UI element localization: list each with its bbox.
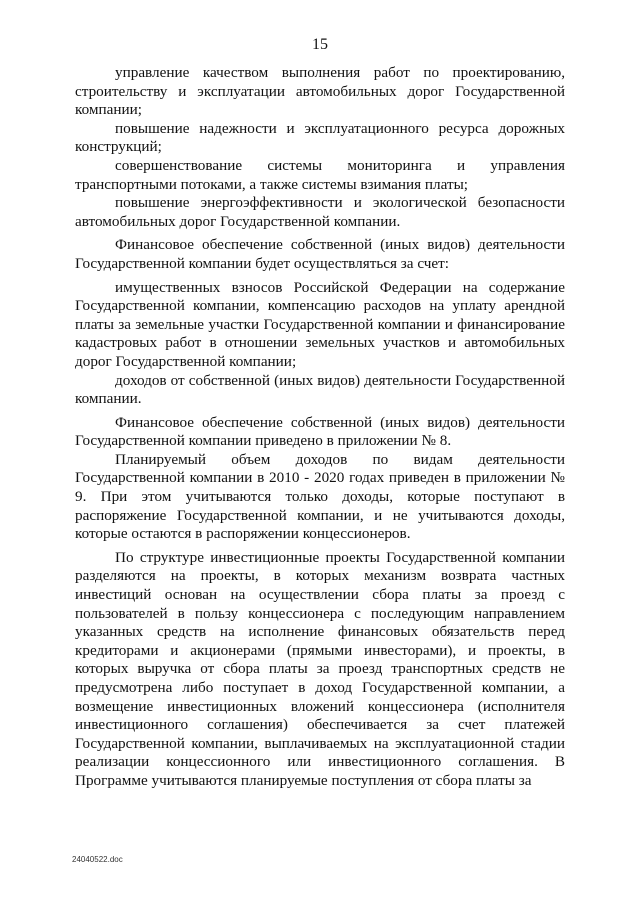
paragraph: Планируемый объем доходов по видам деятельности Государственной компании в 2010 - 2020 годах приведен в приложении № 9. При этом учитываются только доходы, которые поступают в распоряжение Государственной компании, и не учитываются доходы, которые остаются в распоряжении концессионеров. bbox=[75, 450, 565, 543]
paragraph: повышение надежности и эксплуатационного ресурса дорожных конструкций; bbox=[75, 119, 565, 156]
paragraph: имущественных взносов Российской Федерации на содержание Государственной компании, компенсацию расходов на уплату арендной платы за земельные участки Государственной компании и финансирование кадастровых работ в отношении земельных участков и автомобильных дорог Государственной компании; bbox=[75, 278, 565, 370]
document-body bbox=[75, 64, 565, 791]
page-number: 15 bbox=[312, 36, 328, 53]
paragraph: Финансовое обеспечение собственной (иных видов) деятельности Государственной компании будет осуществляться за счет: bbox=[75, 236, 565, 272]
paragraph: По структуре инвестиционные проекты Государственной компании разделяются на проекты, в которых механизм возврата частных инвестиций основан на осуществлении сбора платы за проезд с пользователей в пользу концессионера с последующим направлением указанных средств на исполнение финансовых обязательств перед кредиторами и акционерами (прямыми инвесторами), и проекты, в которых выручка от сбора платы за проезд транспортных средств не предусмотрена либо поступает в доход Государственной компании, а возмещение инвестиционных вложений концессионера (исполнителя инвестиционного соглашения) обеспечивается за счет платежей Государственной компании, выплачиваемых на эксплуатационной стадии реализации концессионного или инвестиционного соглашения. В Программе учитываются планируемые поступления от сбора платы за bbox=[75, 548, 565, 789]
footer-file-name: 24040522.doc bbox=[72, 855, 123, 864]
paragraph: управление качеством выполнения работ по проектированию, строительству и эксплуатации автомобильных дорог Государственной компании; bbox=[75, 64, 565, 119]
paragraph: доходов от собственной (иных видов) деятельности Государственной компании. bbox=[75, 371, 565, 408]
paragraph: повышение энергоэффективности и экологической безопасности автомобильных дорог Государственной компании. bbox=[75, 194, 565, 230]
paragraph: Финансовое обеспечение собственной (иных видов) деятельности Государственной компании приведено в приложении № 8. bbox=[75, 413, 565, 450]
paragraph: совершенствование системы мониторинга и управления транспортными потоками, а также системы взимания платы; bbox=[75, 156, 565, 193]
